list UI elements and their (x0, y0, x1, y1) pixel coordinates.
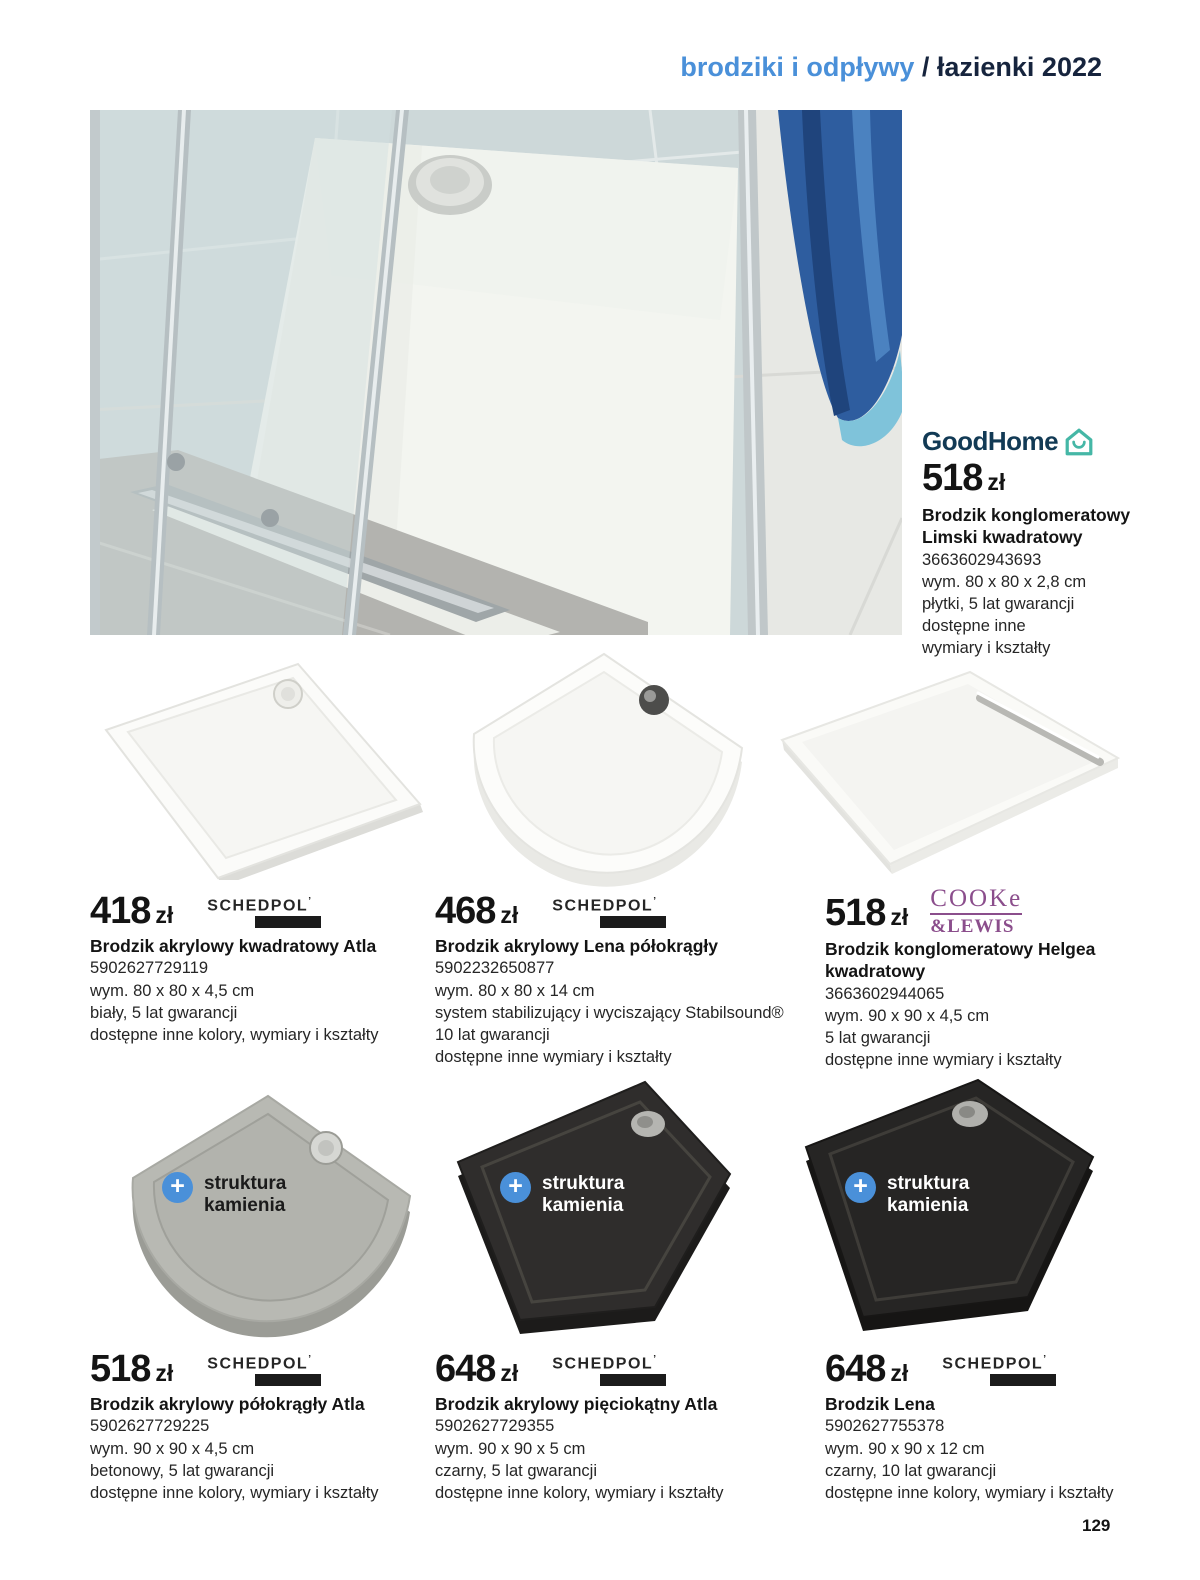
badge-label-line: struktura (887, 1173, 970, 1194)
product-image-quarter-round-white (432, 642, 777, 895)
lewis-wordmark: &LEWIS (930, 916, 1015, 937)
schedpol-logo (207, 1354, 321, 1386)
price-value: 648 (825, 1348, 886, 1390)
product-name: Brodzik Lena (825, 1394, 935, 1414)
cooke-wordmark: COOKe (930, 886, 1022, 915)
product-name: Brodzik akrylowy pięciokątny Atla (435, 1394, 718, 1414)
page-number: 129 (1082, 1516, 1111, 1535)
product-info (435, 884, 813, 1068)
product-name: Brodzik konglomeratowy (922, 505, 1131, 525)
product-detail-line: wym. 90 x 90 x 5 cm (435, 1439, 586, 1458)
product-info (825, 880, 1120, 1071)
plus-icon: + (845, 1172, 876, 1203)
hero-photo-illustration (90, 110, 902, 635)
product-price (90, 890, 173, 933)
hero-price (922, 457, 1184, 500)
product-detail-line: betonowy, 5 lat gwarancji (90, 1461, 275, 1480)
schedpol-wordmark: SCHEDPOL ’ (942, 1354, 1056, 1373)
product-ean: 3663602944065 (825, 984, 945, 1003)
plus-icon: + (500, 1172, 531, 1203)
product-detail-line: wym. 80 x 80 x 4,5 cm (90, 981, 255, 1000)
product-ean: 5902627755378 (825, 1417, 945, 1436)
struktura-kamienia-badge (845, 1172, 969, 1218)
schedpol-logo (552, 1354, 666, 1386)
hero-photo (90, 110, 902, 635)
product-detail-line: biały, 5 lat gwarancji (90, 1003, 238, 1022)
schedpol-bar (600, 1374, 666, 1386)
price-unit: zł (987, 469, 1006, 495)
product-detail-line: system stabilizujący i wyciszający Stabilsound® (435, 1003, 784, 1022)
price-value: 648 (435, 1348, 496, 1390)
product-info (90, 884, 422, 1046)
price-unit: zł (500, 902, 519, 928)
product-name: Limski kwadratowy (922, 527, 1083, 548)
product-detail-line: dostępne inne wymiary i kształty (435, 1047, 672, 1066)
product-detail-line: płytki, 5 lat gwarancji (922, 595, 1075, 613)
product-ean: 5902627729355 (435, 1417, 555, 1436)
schedpol-bar (600, 916, 666, 928)
badge-label (887, 1173, 969, 1218)
header-section: brodziki i odpływy (680, 52, 915, 82)
product-info (90, 1342, 422, 1504)
product-detail-line: dostępne inne (922, 617, 1026, 636)
product-price (825, 892, 908, 935)
product-detail-line: dostępne inne kolory, wymiary i kształty (825, 1483, 1114, 1502)
product-detail-line: dostępne inne kolory, wymiary i kształty (90, 1025, 379, 1044)
product-name: Brodzik akrylowy Lena półokrągły (435, 936, 718, 956)
schedpol-logo (207, 896, 321, 928)
goodhome-wordmark: GoodHome (922, 426, 1059, 456)
price-value: 468 (435, 890, 496, 932)
product-detail-line: dostępne inne kolory, wymiary i kształty (90, 1483, 379, 1502)
header-title (680, 52, 1102, 83)
product-detail-line: wym. 80 x 80 x 2,8 cm (922, 572, 1087, 591)
cooke-lewis-logo (930, 886, 1022, 936)
price-unit: zł (890, 1360, 909, 1386)
price-value: 518 (922, 457, 983, 499)
price-unit: zł (155, 1360, 174, 1386)
product-detail-line: wym. 80 x 80 x 14 cm (435, 981, 595, 1000)
product-detail-line: czarny, 10 lat gwarancji (825, 1461, 997, 1480)
badge-label-line: kamienia (542, 1195, 624, 1217)
header-catalog: / łazienki 2022 (914, 52, 1102, 82)
product-ean: 5902627729119 (90, 959, 209, 978)
product-ean: 5902627729225 (90, 1417, 210, 1436)
product-ean: 5902232650877 (435, 959, 555, 978)
badge-label-line: kamienia (204, 1195, 286, 1217)
product-name: Brodzik konglomeratowy Helgea kwadratowy (825, 939, 1096, 982)
price-unit: zł (890, 904, 909, 930)
product-price (435, 1348, 518, 1391)
product-detail-line: wym. 90 x 90 x 4,5 cm (825, 1006, 990, 1025)
schedpol-logo (552, 896, 666, 928)
product-name: Brodzik akrylowy półokrągły Atla (90, 1394, 365, 1414)
product-detail-line: czarny, 5 lat gwarancji (435, 1461, 598, 1480)
plus-icon: + (162, 1172, 193, 1203)
badge-label (204, 1173, 286, 1218)
product-detail-line: 5 lat gwarancji (825, 1029, 931, 1047)
price-value: 518 (90, 1348, 151, 1390)
product-image-square-white (88, 652, 428, 885)
product-price (90, 1348, 173, 1391)
badge-label-line: kamienia (887, 1195, 969, 1217)
price-unit: zł (155, 902, 174, 928)
hero-product-info (922, 426, 1184, 659)
product-detail-line: wym. 90 x 90 x 12 cm (825, 1439, 985, 1458)
schedpol-bar (990, 1374, 1056, 1386)
schedpol-wordmark: SCHEDPOL ’ (207, 896, 321, 915)
product-detail-line: 10 lat gwarancji (435, 1025, 550, 1044)
product-info (825, 1342, 1145, 1504)
price-value: 518 (825, 892, 886, 934)
product-price (825, 1348, 908, 1391)
goodhome-house-icon (1064, 427, 1094, 457)
product-image-flat-tray-linear-drain (768, 658, 1128, 881)
product-detail-line: wymiary i kształty (922, 639, 1051, 658)
struktura-kamienia-badge (162, 1172, 286, 1218)
product-detail-line: wym. 90 x 90 x 4,5 cm (90, 1439, 255, 1458)
goodhome-logo (922, 426, 1184, 457)
product-name: Brodzik akrylowy kwadratowy Atla (90, 936, 377, 956)
schedpol-logo (942, 1354, 1056, 1386)
schedpol-bar (255, 916, 321, 928)
product-ean: 3663602943693 (922, 550, 1042, 569)
product-detail-line: dostępne inne wymiary i kształty (825, 1051, 1062, 1070)
schedpol-wordmark: SCHEDPOL ’ (552, 1354, 666, 1373)
product-info (435, 1342, 775, 1504)
schedpol-wordmark: SCHEDPOL ’ (207, 1354, 321, 1373)
schedpol-wordmark: SCHEDPOL ’ (552, 896, 666, 915)
product-detail-line: dostępne inne kolory, wymiary i kształty (435, 1483, 724, 1502)
badge-label-line: struktura (204, 1173, 287, 1194)
price-value: 418 (90, 890, 151, 932)
badge-label (542, 1173, 624, 1218)
schedpol-bar (255, 1374, 321, 1386)
price-unit: zł (500, 1360, 519, 1386)
struktura-kamienia-badge (500, 1172, 624, 1218)
product-price (435, 890, 518, 933)
badge-label-line: struktura (542, 1173, 625, 1194)
